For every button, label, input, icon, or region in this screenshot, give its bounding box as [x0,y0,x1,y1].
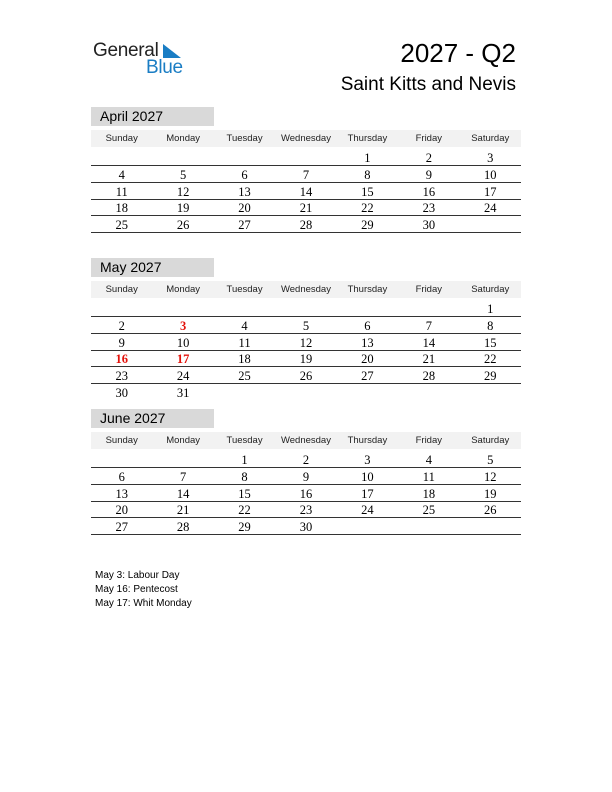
week-row [91,200,521,216]
month-title: June 2027 [91,409,214,428]
day-cell: 17 [483,184,497,199]
weekday-header-row [91,130,521,147]
holiday-note: May 3: Labour Day [95,570,180,581]
holiday-note: May 16: Pentecost [95,584,178,595]
day-cell: 7 [425,318,432,333]
weekday-label: Saturday [471,435,510,446]
weekday-label: Friday [415,284,443,295]
week-row [91,385,521,401]
day-cell: 20 [238,201,251,216]
day-cell: 10 [361,469,374,484]
day-cell: 25 [115,218,128,232]
logo [93,40,193,80]
day-cell: 14 [422,335,436,350]
weekday-label: Monday [166,435,201,446]
week-row [91,318,521,334]
weekday-label: Saturday [471,284,510,295]
weekday-label: Sunday [105,133,138,144]
weekday-header-row [91,281,521,298]
day-cell: 18 [422,486,436,501]
day-cell: 8 [364,167,371,182]
day-cell: 27 [115,520,128,534]
week-row [91,167,521,183]
week-row [91,486,521,502]
empty-day-cell [337,301,398,316]
day-cell: 20 [115,503,128,518]
page-title: 2027 - Q2 [400,38,516,68]
day-cell: 12 [299,335,313,350]
country-name: Saint Kitts and Nevis [340,74,516,95]
day-cell: 5 [180,167,187,182]
month-title: April 2027 [91,107,214,126]
day-cell: 16 [299,486,313,501]
empty-day-cell [214,385,275,401]
day-cell: 29 [238,520,251,534]
holiday-notes [95,569,192,611]
weekday-label: Wednesday [280,133,331,144]
week-row [91,301,521,317]
day-cell: 8 [241,469,248,484]
day-cell: 2 [118,318,125,333]
day-cell: 22 [483,352,497,367]
empty-day-cell [275,385,336,401]
day-cell: 28 [176,520,190,534]
day-cell: 1 [241,453,248,467]
empty-day-cell [152,301,213,316]
day-cell: 5 [487,453,494,467]
day-cell: 24 [361,503,374,518]
day-cell: 11 [238,335,251,350]
day-cell: 3 [487,151,494,165]
holiday-day-cell: 17 [176,352,190,367]
day-cell: 28 [422,369,436,383]
day-cell: 27 [361,369,374,383]
empty-day-cell [91,150,152,165]
day-cell: 13 [115,486,128,501]
day-cell: 30 [299,520,313,534]
week-row [91,368,521,384]
day-cell: 7 [302,167,310,182]
day-cell: 20 [361,352,374,367]
day-cell: 6 [118,469,125,484]
month-title: May 2027 [91,258,214,277]
empty-day-cell [214,301,275,316]
day-cell: 13 [238,184,251,199]
day-cell: 26 [176,218,190,232]
empty-day-cell [91,301,152,316]
day-cell: 18 [238,352,251,367]
day-cell: 7 [180,469,187,484]
empty-day-cell [91,452,152,467]
week-row [91,519,521,535]
day-cell: 2 [425,151,432,165]
empty-day-cell [275,150,336,165]
weekday-label: Sunday [105,284,138,295]
day-cell: 31 [176,385,190,400]
day-cell: 19 [299,352,313,367]
weekday-label: Monday [166,284,201,295]
day-cell: 24 [176,369,190,383]
day-cell: 5 [302,318,310,333]
weekday-label: Thursday [347,133,388,144]
weekday-label: Friday [415,133,443,144]
weekday-label: Saturday [471,133,510,144]
day-cell: 11 [115,184,128,199]
week-row [91,150,521,166]
day-cell: 19 [176,201,190,216]
day-cell: 26 [299,369,313,383]
empty-day-cell [460,217,521,232]
week-row [91,452,521,468]
day-cell: 15 [361,184,374,199]
day-cell: 25 [422,503,436,518]
day-cell: 15 [483,335,497,350]
week-row [91,217,521,233]
day-cell: 30 [115,385,128,400]
day-cell: 28 [299,218,313,232]
day-cell: 4 [241,318,248,333]
day-cell: 6 [241,167,248,182]
day-cell: 23 [422,201,436,216]
weekday-label: Tuesday [226,284,263,295]
week-row [91,335,521,351]
day-cell: 23 [115,369,128,383]
logo-text-general: General [93,40,159,61]
day-cell: 9 [425,167,432,182]
day-cell: 1 [364,151,371,165]
day-cell: 19 [483,486,497,501]
day-cell: 14 [299,184,313,199]
day-cell: 8 [487,318,494,333]
day-cell: 27 [238,218,251,232]
day-cell: 13 [361,335,374,350]
day-cell: 1 [487,302,494,316]
day-cell: 3 [364,453,371,467]
day-cell: 22 [361,201,374,216]
empty-day-cell [460,519,521,534]
day-cell: 10 [483,167,497,182]
day-cell: 12 [176,184,190,199]
day-cell: 2 [302,453,310,467]
holiday-day-cell: 16 [115,352,128,367]
day-cell: 25 [238,369,251,383]
day-cell: 17 [361,486,374,501]
day-cell: 14 [176,486,190,501]
week-row [91,469,521,485]
holiday-note: May 17: Whit Monday [95,598,192,609]
empty-day-cell [398,385,459,401]
weekday-label: Thursday [347,435,388,446]
empty-day-cell [214,150,275,165]
weekday-header-row [91,432,521,449]
weekday-label: Tuesday [226,133,263,144]
day-cell: 22 [238,503,251,518]
day-cell: 6 [364,318,371,333]
weekday-label: Thursday [347,284,388,295]
week-row [91,502,521,518]
weekday-label: Wednesday [280,284,331,295]
empty-day-cell [398,519,459,534]
day-cell: 10 [176,335,190,350]
holiday-day-cell: 3 [180,318,187,333]
day-cell: 9 [118,335,125,350]
day-cell: 18 [115,201,128,216]
empty-day-cell [152,150,213,165]
logo-text-blue: Blue [146,57,183,78]
empty-day-cell [152,452,213,467]
empty-day-cell [275,301,336,316]
weekday-label: Monday [166,133,201,144]
empty-day-cell [460,385,521,401]
day-cell: 24 [483,201,497,216]
day-cell: 23 [299,503,313,518]
day-cell: 26 [483,503,497,518]
empty-day-cell [337,519,398,534]
weekday-label: Tuesday [226,435,263,446]
day-cell: 12 [483,469,497,484]
day-cell: 29 [483,369,497,383]
day-cell: 21 [176,503,190,518]
day-cell: 30 [422,218,436,232]
week-row [91,351,521,367]
day-cell: 4 [425,453,432,467]
day-cell: 9 [302,469,310,484]
day-cell: 21 [299,201,313,216]
weekday-label: Sunday [105,435,138,446]
empty-day-cell [398,301,459,316]
day-cell: 15 [238,486,251,501]
day-cell: 11 [422,469,435,484]
day-cell: 29 [361,218,374,232]
day-cell: 16 [422,184,436,199]
week-row [91,184,521,200]
weekday-label: Wednesday [280,435,331,446]
empty-day-cell [337,385,398,401]
day-cell: 4 [118,167,125,182]
day-cell: 21 [422,352,436,367]
weekday-label: Friday [415,435,443,446]
